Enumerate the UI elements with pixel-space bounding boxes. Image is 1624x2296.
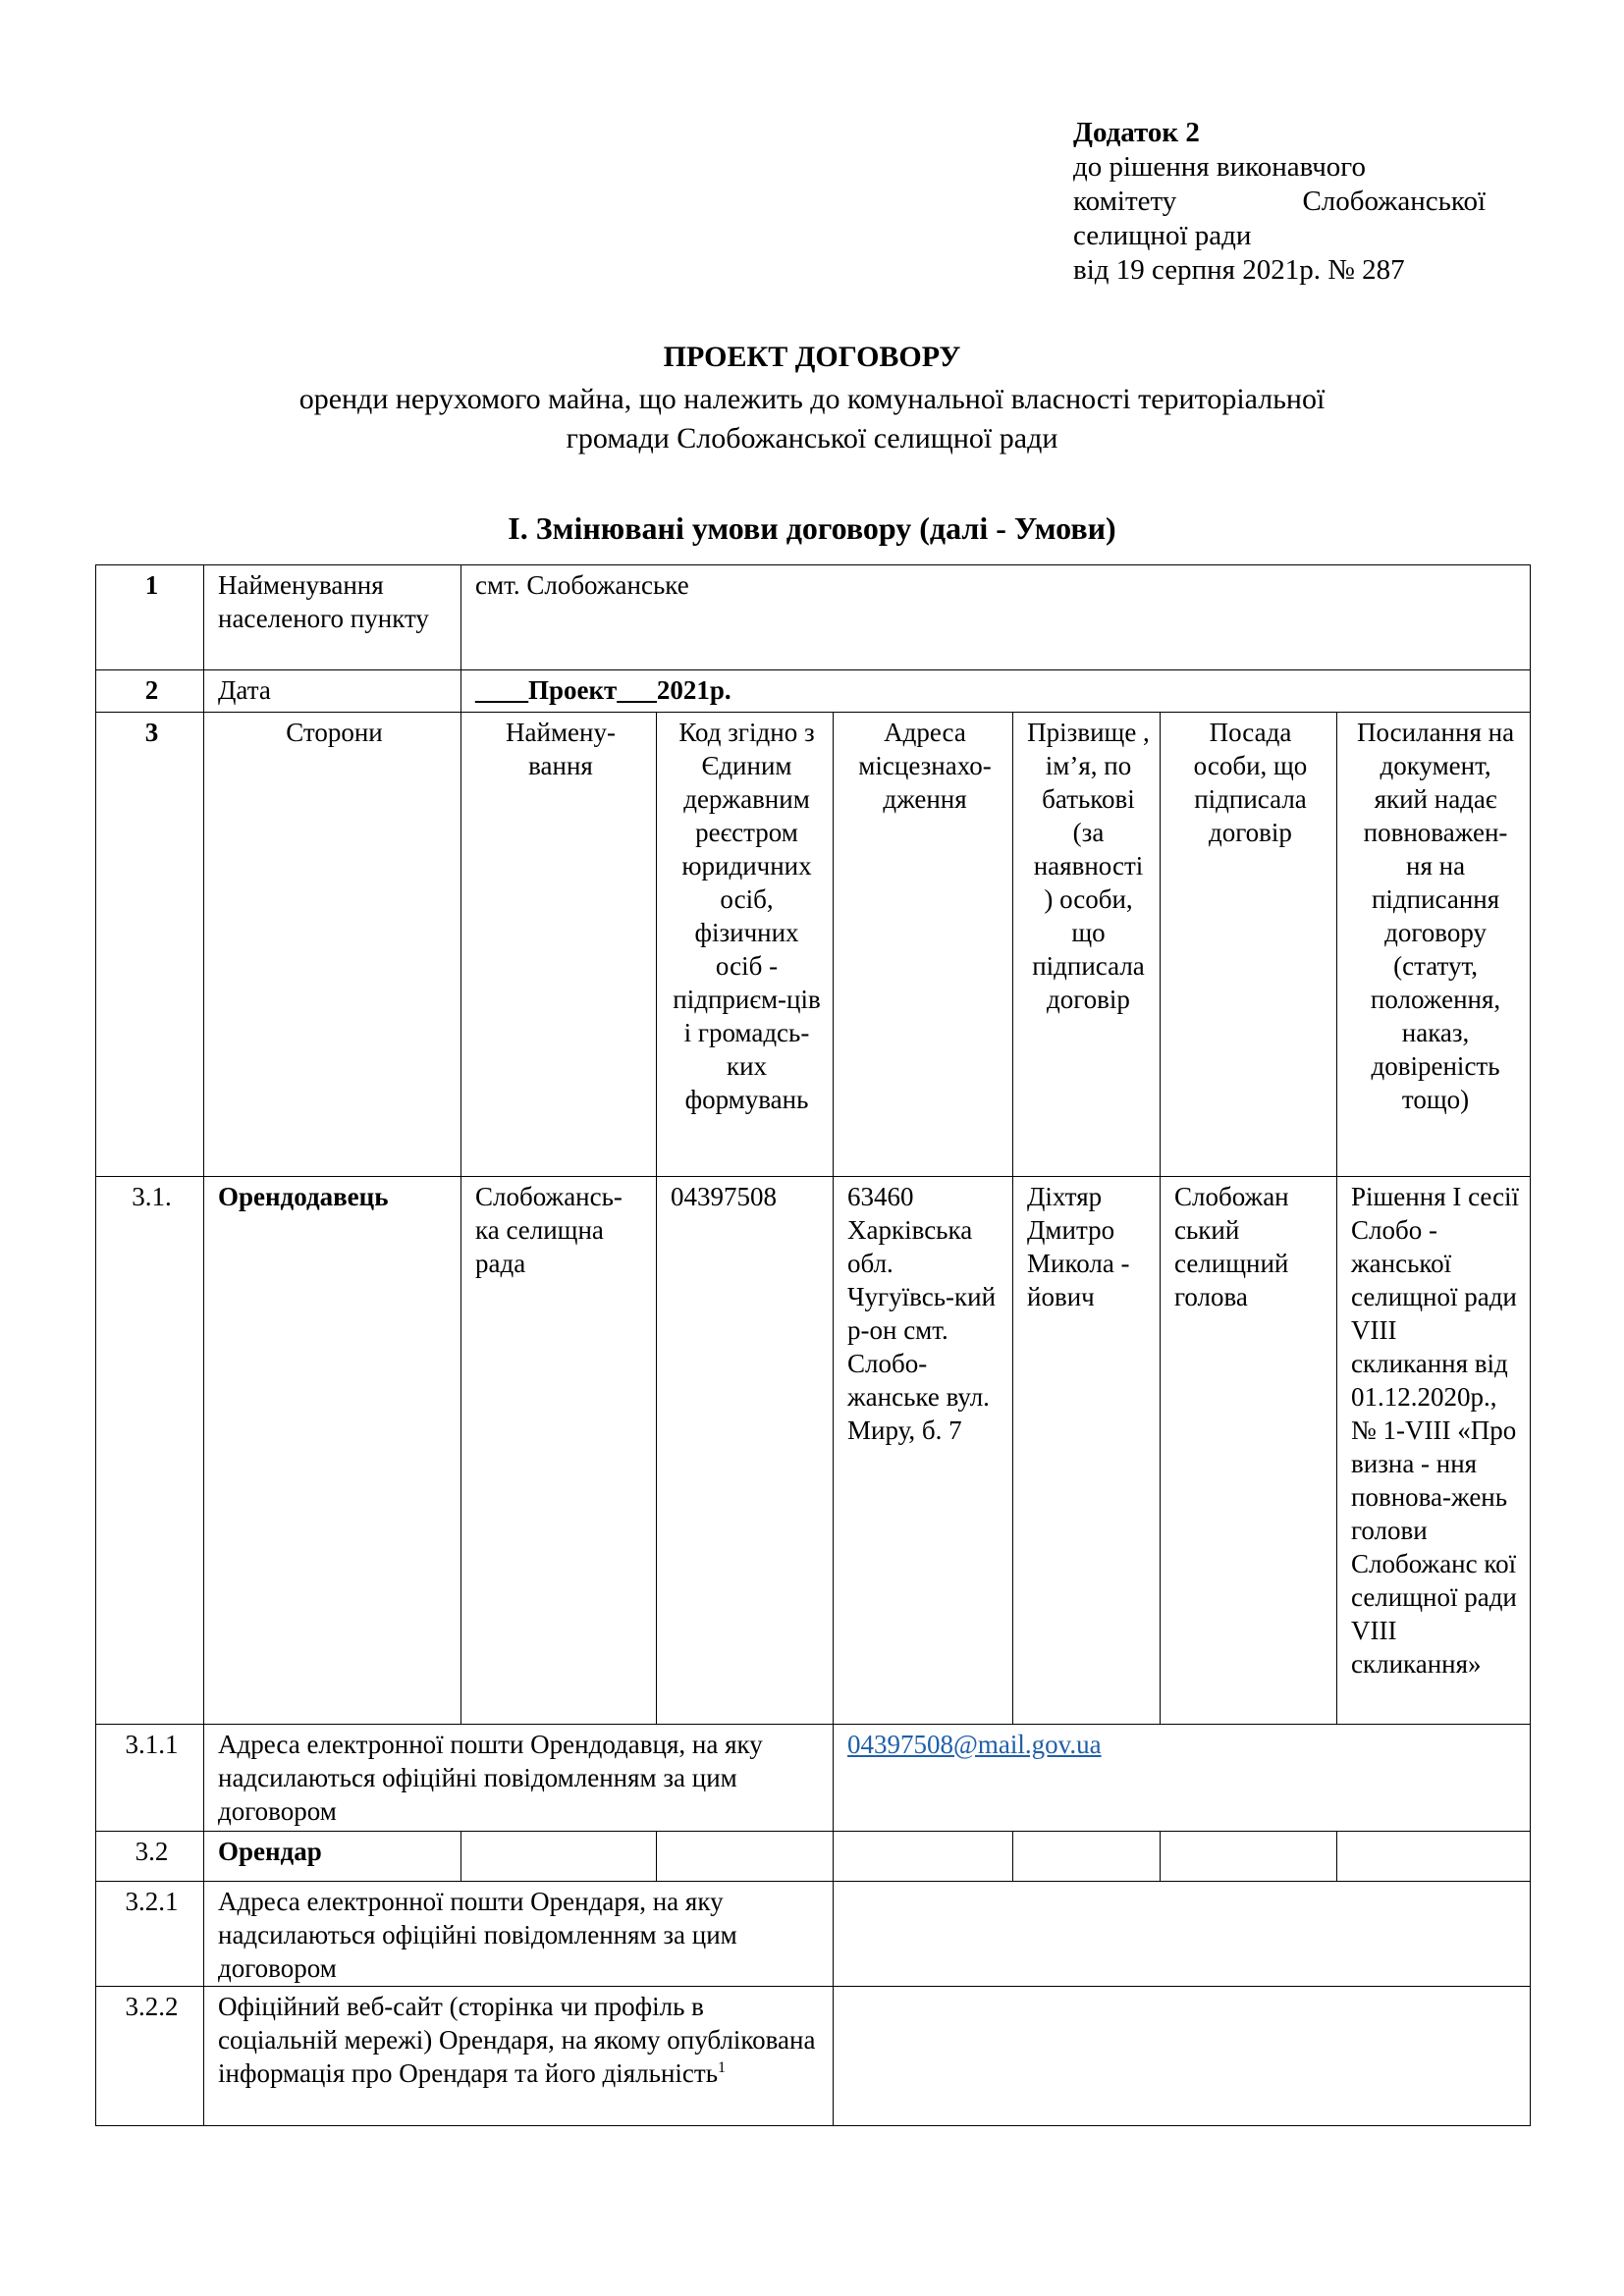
lessee-address [834, 1832, 1013, 1882]
appendix-line-3: селищної ради [1073, 220, 1252, 251]
appendix-block [1073, 116, 1486, 288]
appendix-line-2a: комітету [1073, 186, 1177, 217]
row-number: 2 [96, 670, 204, 713]
appendix-line-2b: Слобожанської [1302, 186, 1486, 217]
appendix-line-1: до рішення виконавчого [1073, 151, 1366, 183]
row-label: Адреса електронної пошти Орендодавця, на яку надсилаються офіційні повідомленням за цим договором [204, 1725, 834, 1832]
lessee-authority-document [1337, 1832, 1531, 1882]
row-label: Найменування населеного пункту [204, 565, 461, 670]
table-row-2 [96, 670, 1531, 713]
row-label: Адреса електронної пошти Орендаря, на яку надсилаються офіційні повідомленням за цим договором [204, 1882, 834, 1987]
lessee-person [1013, 1832, 1161, 1882]
column-header-code: Код згідно з Єдиним державним реєстром юридичних осіб, фізичних осіб - підприєм-ців і громадсь-ких формувань [657, 713, 834, 1177]
row-label: Офіційний веб-сайт (сторінка чи профіль в соціальній мережі) Орендаря, на якому опублікована інформація про Орендаря та його діяльність [218, 1992, 816, 2088]
settlement-value: смт. Слобожанське [461, 565, 1531, 670]
footnote-marker: 1 [718, 2059, 727, 2076]
row-number: 3 [96, 713, 204, 1177]
lessor-code: 04397508 [657, 1177, 834, 1725]
appendix-title: Додаток 2 [1073, 117, 1200, 148]
table-row-3-2-2 [96, 1987, 1531, 2126]
lessor-authority-document: Рішення І сесії Слобо - жанської селищної ради VIII скликання від 01.12.2020р., № 1-VIII «Про визна - ння повнова-жень голови Слобожанс кої селищної ради VIII скликання» [1337, 1177, 1531, 1725]
date-value: ____Проект___2021р. [461, 670, 1531, 713]
column-header-document: Посилання на документ, який надає повноважен-ня на підписання договору (статут, положення, наказ, довіреність тощо) [1337, 713, 1531, 1177]
row-label: Сторони [204, 713, 461, 1177]
document-subtitle-1: оренди нерухомого майна, що належить до комунальної власності територіальної [298, 383, 1326, 415]
row-number: 3.1.1 [96, 1725, 204, 1832]
lessor-person: Діхтяр Дмитро Микола - йович [1013, 1177, 1161, 1725]
lessor-email-cell [834, 1725, 1531, 1832]
lessor-address: 63460 Харківська обл. Чугуївсь-кий р-он смт. Слобо-жанське вул. Миру, б. 7 [834, 1177, 1013, 1725]
row-label-cell [204, 1987, 834, 2126]
column-header-person: Прізвище , ім’я, по батькові (за наявності ) особи, що підписала договір [1013, 713, 1161, 1177]
lessee-website-value [834, 1987, 1531, 2126]
lessor-position: Слобожан ський селищний голова [1161, 1177, 1337, 1725]
table-row-3-1-1 [96, 1725, 1531, 1832]
row-label: Дата [204, 670, 461, 713]
table-row-3-2-1 [96, 1882, 1531, 1987]
table-row-3-1-lessor [96, 1177, 1531, 1725]
row-number: 3.1. [96, 1177, 204, 1725]
row-label: Орендодавець [204, 1177, 461, 1725]
contract-terms-table [95, 564, 1531, 2126]
appendix-line-2 [1073, 185, 1486, 219]
column-header-position: Посада особи, що підписала договір [1161, 713, 1337, 1177]
row-label: Орендар [204, 1832, 461, 1882]
column-header-name: Наймену-вання [461, 713, 657, 1177]
lessee-code [657, 1832, 834, 1882]
column-header-address: Адреса місцезнахо-дження [834, 713, 1013, 1177]
lessee-email-value [834, 1882, 1531, 1987]
row-number: 3.2.1 [96, 1882, 204, 1987]
lessor-email-link[interactable]: 04397508@mail.gov.ua [847, 1730, 1102, 1759]
document-title: ПРОЕКТ ДОГОВОРУ [663, 341, 961, 373]
row-number: 1 [96, 565, 204, 670]
table-row-3-header [96, 713, 1531, 1177]
table-row-1 [96, 565, 1531, 670]
table-row-3-2-lessee [96, 1832, 1531, 1882]
section-heading: І. Змінювані умови договору (далі - Умови) [508, 510, 1116, 546]
lessee-position [1161, 1832, 1337, 1882]
lessee-name [461, 1832, 657, 1882]
lessor-name: Слобожансь-ка селищна рада [461, 1177, 657, 1725]
row-number: 3.2 [96, 1832, 204, 1882]
appendix-line-4: від 19 серпня 2021р. № 287 [1073, 254, 1405, 286]
row-number: 3.2.2 [96, 1987, 204, 2126]
document-subtitle-2: громади Слобожанської селищної ради [566, 422, 1058, 454]
